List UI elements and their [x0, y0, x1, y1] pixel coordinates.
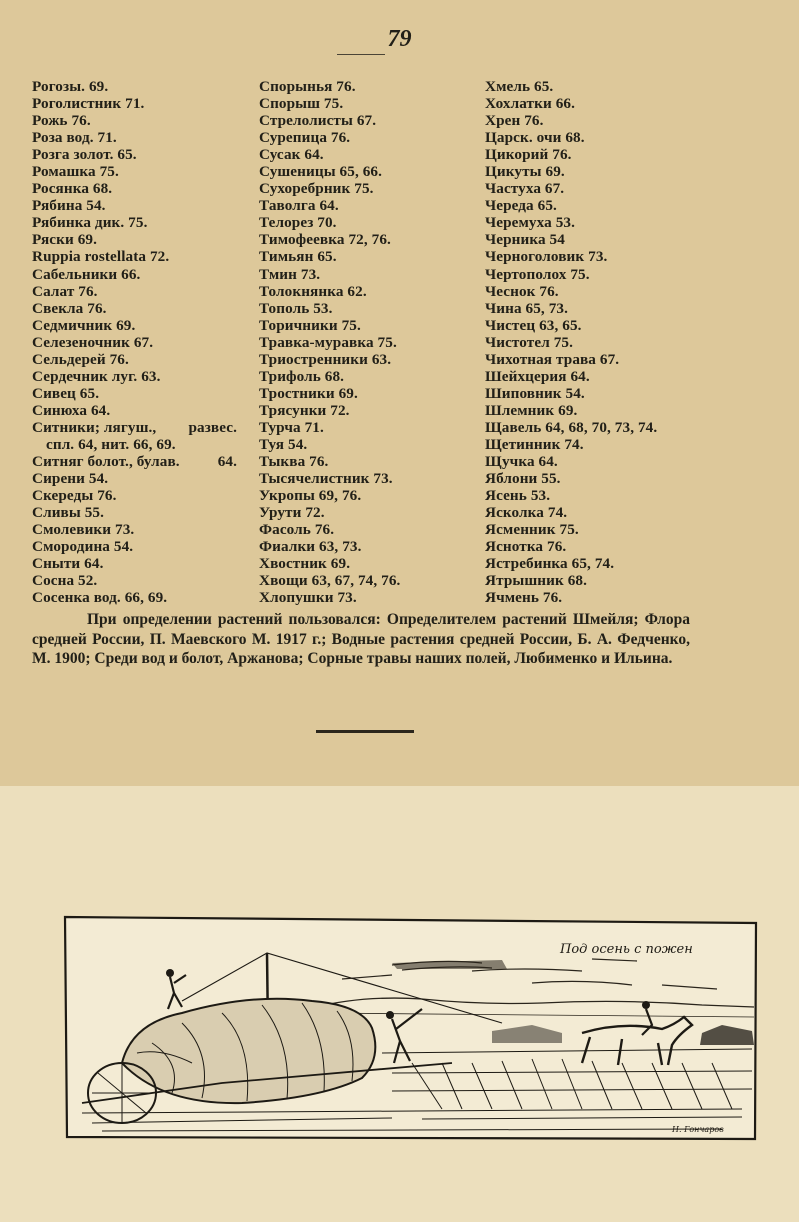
index-entry: Щетинник 74.: [485, 435, 584, 453]
index-entry: Тростники 69.: [259, 384, 358, 402]
index-entry: Смолевики 73.: [32, 521, 135, 539]
index-entry: Хрен 76.: [485, 112, 544, 130]
index-entry: Щавель 64, 68, 70, 73, 74.: [485, 418, 658, 436]
index-entry: Тимьян 65.: [259, 248, 337, 266]
index-entry: Спорыш 75.: [259, 95, 344, 113]
index-entry: Синюха 64.: [32, 401, 111, 419]
index-entry: Щучка 64.: [485, 453, 558, 471]
index-entry: Сабельники 66.: [32, 265, 141, 283]
index-entry: Царск. очи 68.: [485, 129, 585, 147]
index-entry-rest: развес.: [188, 418, 237, 436]
index-entry: Череда 65.: [485, 197, 557, 215]
index-entry: Черноголовик 73.: [485, 248, 608, 266]
index-entry: Салат 76.: [32, 282, 98, 300]
index-entry: Чина 65, 73.: [485, 299, 569, 317]
index-entry: Ряски 69.: [32, 231, 98, 249]
index-entry: Чихотная трава 67.: [485, 350, 620, 368]
index-entry: [32, 419, 237, 436]
index-entry: Черника 54: [485, 231, 565, 249]
index-entry: Тыква 76.: [259, 453, 329, 471]
index-entry: Чертополох 75.: [485, 265, 590, 283]
index-entry: Сосна 52.: [32, 572, 98, 590]
index-entry: Хлопушки 73.: [259, 589, 357, 607]
artist-signature: Н. Гончаров: [672, 1125, 724, 1134]
index-entry: Черемуха 53.: [485, 214, 575, 232]
index-entry: Цикуты 69.: [485, 163, 565, 181]
index-entry: Хмель 65.: [485, 78, 554, 95]
index-entry: Рожь 76.: [32, 112, 91, 130]
section-end-rule: [316, 730, 414, 733]
index-entry: Чеснок 76.: [485, 282, 559, 300]
index-entry: Сурепица 76.: [259, 129, 351, 147]
index-entry: Ячмень 76.: [485, 589, 563, 607]
index-column-3: [485, 78, 695, 606]
index-entry: Сельдерей 76.: [32, 350, 129, 368]
index-entry: Телорез 70.: [259, 214, 337, 232]
index-entry: Шиповник 54.: [485, 384, 585, 402]
index-entry: Тимофеевка 72, 76.: [259, 231, 391, 249]
index-entry: Шейхцерия 64.: [485, 367, 590, 385]
index-entry: Сныти 64.: [32, 555, 104, 573]
index-entry: Росянка 68.: [32, 180, 113, 198]
index-entry: Толокнянка 62.: [259, 282, 367, 300]
index-entry: Сухоребрник 75.: [259, 180, 374, 198]
index-entry: Сосенка вод. 66, 69.: [32, 589, 168, 607]
index-entry: Трифоль 68.: [259, 367, 345, 385]
index-entry: Хвощи 63, 67, 74, 76.: [259, 572, 401, 590]
index-entry: Триостренники 63.: [259, 350, 392, 368]
index-entry: Яснотка 76.: [485, 538, 567, 556]
index-entry: Цикорий 76.: [485, 146, 572, 164]
index-entry: Сивец 65.: [32, 384, 100, 402]
index-entry: Трясунки 72.: [259, 401, 350, 419]
index-entry: спл. 64, нит. 66, 69.: [46, 435, 176, 453]
index-entry: Таволга 64.: [259, 197, 339, 215]
index-entry-term: Ситняг болот., булав.: [32, 453, 180, 471]
illustration-caption: Под осень с пожен: [560, 942, 693, 957]
index-entry: Фасоль 76.: [259, 521, 335, 539]
index-entry: Хвостник 69.: [259, 555, 351, 573]
index-entry: Ясень 53.: [485, 487, 551, 505]
index-entry-rest: 64.: [217, 453, 237, 471]
index-entry: Розга золот. 65.: [32, 146, 137, 164]
index-entry: Спорынья 76.: [259, 78, 356, 95]
index-entry: Ясколка 74.: [485, 504, 568, 522]
index-entry: Сушеницы 65, 66.: [259, 163, 383, 181]
index-entry: Частуха 67.: [485, 180, 565, 198]
index-entry: Урути 72.: [259, 504, 325, 522]
index-entry: Укропы 69, 76.: [259, 487, 362, 505]
index-entry: Рогозы. 69.: [32, 78, 109, 95]
index-entry: Селезеночник 67.: [32, 333, 154, 351]
index-column-2: [259, 78, 479, 606]
index-entry: Сливы 55.: [32, 504, 104, 522]
index-column-1: [32, 78, 247, 606]
index-entry: Ромашка 75.: [32, 163, 119, 181]
index-entry: Тысячелистник 73.: [259, 470, 393, 488]
index-entry: Хохлатки 66.: [485, 95, 575, 113]
index-entry: Стрелолисты 67.: [259, 112, 377, 130]
index-entry: Свекла 76.: [32, 299, 107, 317]
index-entry: Рябина 54.: [32, 197, 106, 215]
index-entry: Ясменник 75.: [485, 521, 579, 539]
index-entry: Шлемник 69.: [485, 401, 578, 419]
index-entry: Роголистник 71.: [32, 95, 145, 113]
index-entry: Сирени 54.: [32, 470, 109, 488]
page-number: 79: [387, 26, 412, 52]
index-entry: Ястребинка 65, 74.: [485, 555, 615, 573]
index-entry: Скереды 76.: [32, 487, 117, 505]
index-entry: Ruppia rostellata 72.: [32, 248, 170, 266]
index-entry: Торичники 75.: [259, 316, 361, 334]
index-entry: Сусак 64.: [259, 146, 324, 164]
page-number-underline: [337, 54, 385, 55]
autumn-haymaking-illustration: [62, 913, 760, 1145]
index-entry: Яблони 55.: [485, 470, 561, 488]
index-entry: Турча 71.: [259, 418, 324, 436]
index-entry: Чистотел 75.: [485, 333, 573, 351]
index-entry: Чистец 63, 65.: [485, 316, 582, 334]
index-entry: Седмичник 69.: [32, 316, 136, 334]
index-entry-term: Ситники; лягуш.,: [32, 418, 157, 436]
index-entry: Туя 54.: [259, 435, 308, 453]
index-entry: Смородина 54.: [32, 538, 134, 556]
index-entry: Травка-муравка 75.: [259, 333, 397, 351]
index-entry: Роза вод. 71.: [32, 129, 117, 147]
index-entry: Тополь 53.: [259, 299, 333, 317]
index-entry: Тмин 73.: [259, 265, 321, 283]
sources-note: При определении растений пользовался: Определителем растений Шмейля; Флора средней России, П. Маевского М. 1917 г.; Водные растения средней России, Б. А. Федченко, М. 1900; Среди вод и болот, Аржанова; Сорные травы наших полей, Любименко и Ильина.: [32, 611, 690, 667]
index-entry: [32, 453, 237, 470]
index-entry: Рябинка дик. 75.: [32, 214, 148, 232]
index-entry: Ятрышник 68.: [485, 572, 587, 590]
index-entry: Фиалки 63, 73.: [259, 538, 362, 556]
index-entry: Сердечник луг. 63.: [32, 367, 161, 385]
